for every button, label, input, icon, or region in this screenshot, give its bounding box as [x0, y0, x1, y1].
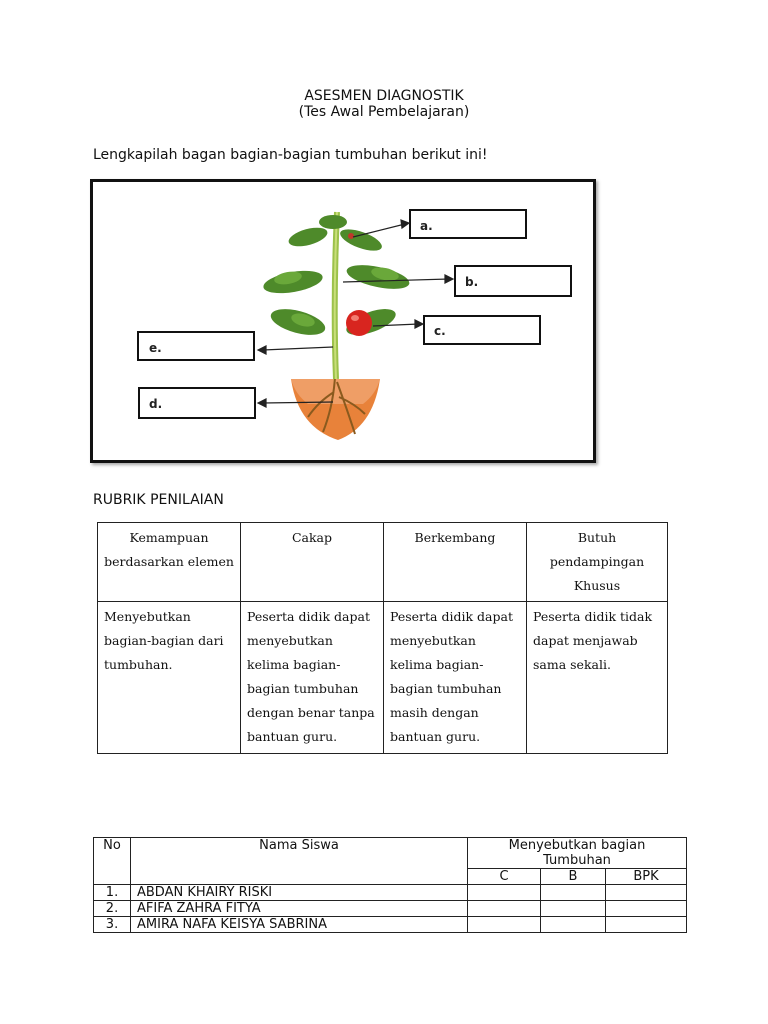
rubric-header: Berkembang	[384, 523, 527, 602]
header-no: No	[94, 838, 131, 885]
score-cell-bpk[interactable]	[606, 885, 687, 901]
row-no: 3.	[94, 917, 131, 933]
rubric-header: Butuh pendampingan Khusus	[527, 523, 668, 602]
table-row	[98, 602, 668, 754]
score-cell-b[interactable]	[541, 901, 606, 917]
rubric-cell: Menyebutkan bagian-bagian dari tumbuhan.	[98, 602, 241, 754]
header-c: C	[468, 869, 541, 885]
rubric-title: RUBRIK PENILAIAN	[93, 492, 224, 508]
score-cell-b[interactable]	[541, 885, 606, 901]
label-b: b.	[465, 275, 479, 289]
flower	[348, 233, 354, 239]
fruit	[346, 310, 372, 336]
score-cell-b[interactable]	[541, 917, 606, 933]
score-cell-c[interactable]	[468, 901, 541, 917]
student-name: AFIFA ZAHRA FITYA	[131, 901, 468, 917]
label-a: a.	[420, 219, 433, 233]
student-name: AMIRA NAFA KEISYA SABRINA	[131, 917, 468, 933]
rubric-cell: Peserta didik dapat menyebutkan kelima bagian-bagian tumbuhan masih dengan bantuan guru.	[384, 602, 527, 754]
header-name: Nama Siswa	[131, 838, 468, 885]
rubric-header: Kemampuan berdasarkan elemen	[98, 523, 241, 602]
rubric-cell: Peserta didik dapat menyebutkan kelima bagian-bagian tumbuhan dengan benar tanpa bantuan guru.	[241, 602, 384, 754]
label-c: c.	[434, 324, 446, 338]
row-no: 1.	[94, 885, 131, 901]
label-d: d.	[149, 397, 163, 411]
page-title: ASESMEN DIAGNOSTIK	[304, 88, 464, 104]
score-cell-bpk[interactable]	[606, 917, 687, 933]
table-row	[94, 901, 687, 917]
grade-table	[93, 837, 687, 933]
page-subtitle: (Tes Awal Pembelajaran)	[298, 104, 470, 120]
rubric-table	[97, 522, 668, 754]
header-skill: Menyebutkan bagian Tumbuhan	[468, 838, 687, 869]
plant-illustration	[93, 182, 593, 460]
score-cell-c[interactable]	[468, 885, 541, 901]
instruction-text: Lengkapilah bagan bagian-bagian tumbuhan berikut ini!	[93, 147, 488, 163]
row-no: 2.	[94, 901, 131, 917]
header-bpk: BPK	[606, 869, 687, 885]
label-e: e.	[149, 341, 162, 355]
score-cell-c[interactable]	[468, 917, 541, 933]
student-name: ABDAN KHAIRY RISKI	[131, 885, 468, 901]
score-cell-bpk[interactable]	[606, 901, 687, 917]
rubric-header: Cakap	[241, 523, 384, 602]
header-b: B	[541, 869, 606, 885]
rubric-cell: Peserta didik tidak dapat menjawab sama sekali.	[527, 602, 668, 754]
table-row	[94, 885, 687, 901]
table-row	[94, 917, 687, 933]
plant-diagram	[90, 179, 596, 463]
